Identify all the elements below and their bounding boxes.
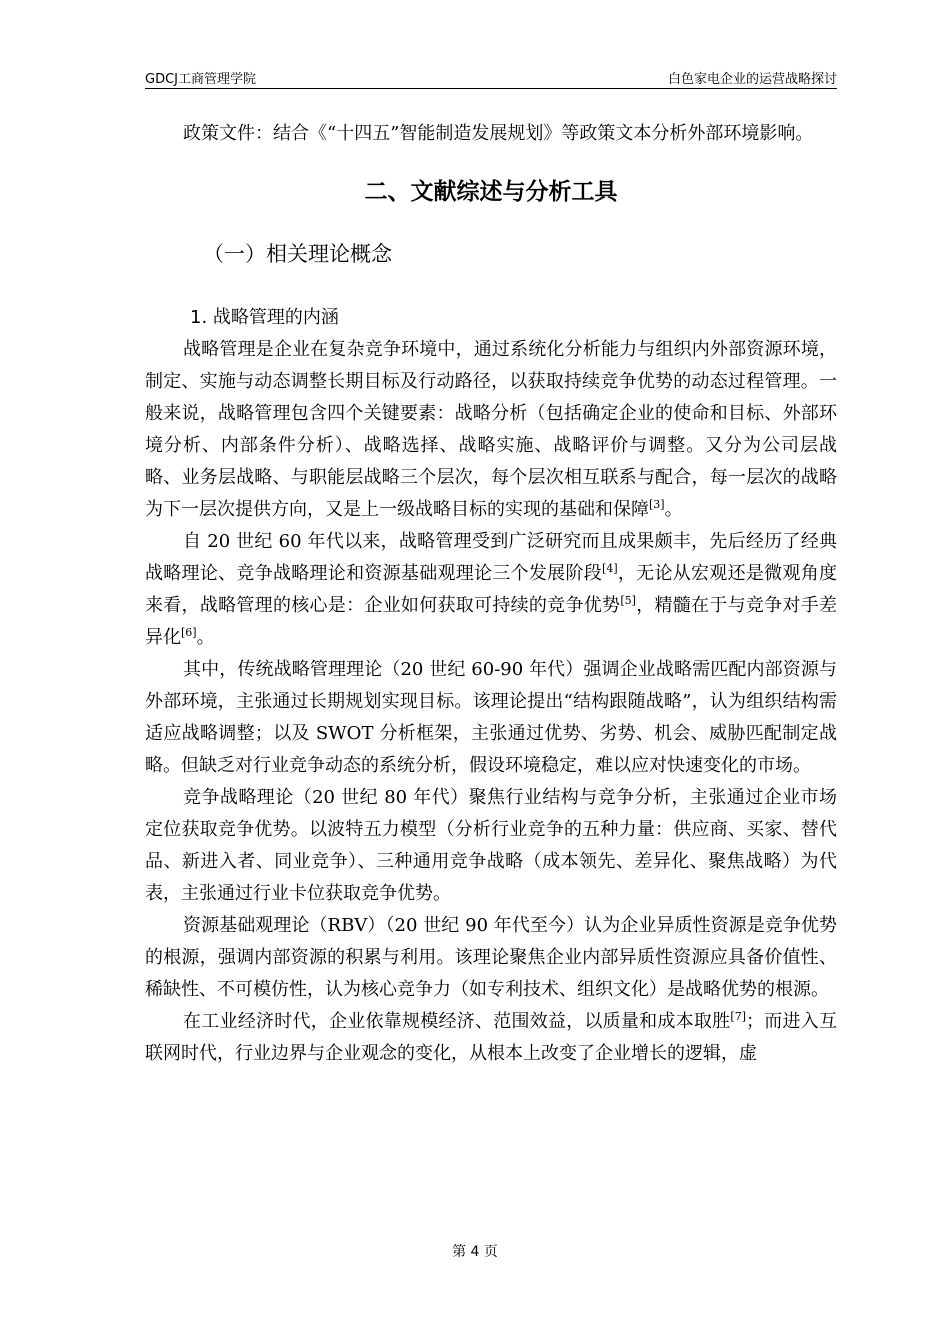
subsubsection-heading: 1. 战略管理的内涵	[190, 307, 339, 328]
header-thesis-title: 白色家电企业的运营战略探讨	[667, 72, 837, 87]
citation-ref: [3]	[649, 498, 665, 511]
paragraph-strategy-history: 自 20 世纪 60 年代以来，战略管理受到广泛研究而且成果颇丰，先后经历了经典战略理论、竞争战略理论和资源基础观理论三个发展阶段[4]，无论从宏观还是微观角度来看，战略管理的核心是：企业如何获取可持续的竞争优势[5]，精髓在于与竞争对手差异化[6]。	[145, 531, 837, 648]
citation-ref: [7]	[730, 1010, 747, 1023]
citation-ref: [5]	[620, 594, 636, 607]
paragraph-traditional-theory: 其中，传统战略管理理论（20 世纪 60-90 年代）强调企业战略需匹配内部资源与外部环境，主张通过长期规划实现目标。该理论提出“结构跟随战略”，认为组织结构需适应战略调整；以及 SWOT 分析框架，主张通过优势、劣势、机会、威胁匹配制定战略。但缺乏对行业竞争动态的系统分析，假设环境稳定，难以应对快速变化的市场。	[145, 659, 837, 776]
paragraph-strategy-definition: 战略管理是企业在复杂竞争环境中，通过系统化分析能力与组织内外部资源环境，制定、实施与动态调整长期目标及行动路径，以获取持续竞争优势的动态过程管理。一般来说，战略管理包含四个关键要素：战略分析（包括确定企业的使命和目标、外部环境分析、内部条件分析）、战略选择、战略实施、战略评价与调整。又分为公司层战略、业务层战略、与职能层战略三个层次，每个层次相互联系与配合，每一层次的战略为下一层次提供方向，又是上一级战略目标的实现的基础和保障[3]。	[145, 339, 837, 520]
section-heading: 二、文献综述与分析工具	[364, 179, 618, 205]
page-header	[145, 64, 837, 89]
subsection-heading: （一）相关理论概念	[203, 242, 392, 266]
intro-paragraph: 政策文件：结合《“十四五”智能制造发展规划》等政策文本分析外部环境影响。	[183, 123, 814, 144]
citation-ref: [6]	[181, 626, 197, 639]
page-number: 第 4 页	[452, 1244, 498, 1260]
page-body	[145, 118, 837, 1070]
paragraph-competitive-theory: 竞争战略理论（20 世纪 80 年代）聚焦行业结构与竞争分析，主张通过企业市场定位获取竞争优势。以波特五力模型（分析行业竞争的五种力量：供应商、买家、替代品、新进入者、同业竞争）、三种通用竞争战略（成本领先、差异化、聚焦战略）为代表，主张通过行业卡位获取竞争优势。	[145, 787, 837, 904]
header-institution: GDCJ工商管理学院	[145, 72, 256, 87]
paragraph-rbv-theory: 资源基础观理论（RBV）（20 世纪 90 年代至今）认为企业异质性资源是竞争优势的根源，强调内部资源的积累与利用。该理论聚焦企业内部异质性资源应具备价值性、稀缺性、不可模仿性，认为核心竞争力（如专利技术、组织文化）是战略优势的根源。	[145, 915, 837, 1000]
citation-ref: [4]	[602, 562, 618, 575]
paragraph-internet-era: 在工业经济时代，企业依靠规模经济、范围效益，以质量和成本取胜[7]；而进入互联网时代，行业边界与企业观念的变化，从根本上改变了企业增长的逻辑，虚	[145, 1010, 838, 1064]
